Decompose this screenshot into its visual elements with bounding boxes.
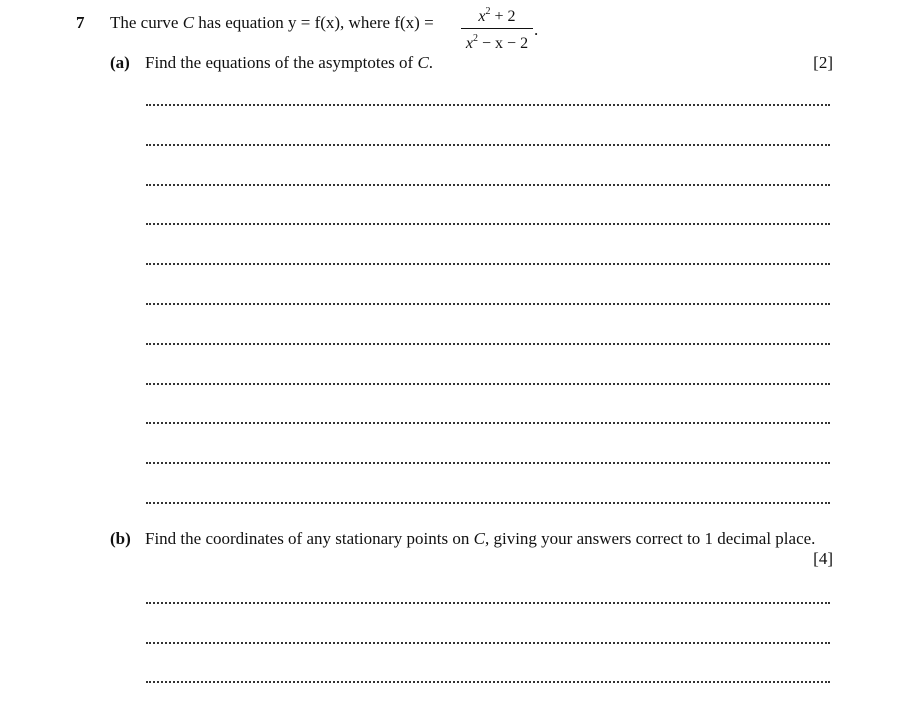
part-b-marks: [4]: [813, 549, 833, 568]
part-a-answer-line[interactable]: [146, 303, 830, 305]
part-b-curve-name: C: [473, 529, 485, 548]
part-a-answer-line[interactable]: [146, 343, 830, 345]
part-b-answer-line[interactable]: [146, 642, 830, 644]
part-a-curve-name: C: [417, 53, 429, 72]
question-stem: [110, 13, 434, 33]
question-number: 7: [76, 13, 85, 32]
function-fraction: [461, 2, 533, 54]
stem-end-punctuation: .: [534, 20, 539, 39]
part-a-answer-line[interactable]: [146, 104, 830, 106]
part-b-answer-line[interactable]: [146, 681, 830, 683]
part-b-suffix: , giving your answers correct to 1 decimal place.: [484, 529, 816, 548]
part-b-prefix: Find the coordinates of any stationary points on: [145, 529, 474, 548]
part-a-suffix: .: [428, 53, 434, 72]
part-a-text: [145, 53, 433, 73]
numerator-exponent: 2: [485, 6, 491, 17]
part-a-answer-line[interactable]: [146, 502, 830, 504]
part-a-answer-line[interactable]: [146, 223, 830, 225]
denominator-variable: x: [465, 35, 474, 52]
part-a-prefix: Find the equations of the asymptotes of: [145, 53, 418, 72]
part-a-marks: [2]: [813, 53, 833, 72]
denominator-exponent: 2: [473, 33, 479, 44]
part-a-answer-line[interactable]: [146, 263, 830, 265]
part-a-label: (a): [110, 53, 130, 72]
part-a-answer-line[interactable]: [146, 422, 830, 424]
stem-middle: has equation: [194, 13, 288, 32]
denominator-rest: − x − 2: [478, 35, 529, 52]
part-a-answer-line[interactable]: [146, 184, 830, 186]
stem-prefix: The curve: [110, 13, 183, 32]
fraction-denominator: [461, 29, 533, 54]
numerator-variable: x: [478, 8, 486, 25]
numerator-rest: + 2: [490, 8, 516, 25]
equation-text: y = f(x), where f(x) =: [287, 13, 434, 32]
curve-name: C: [182, 13, 195, 32]
part-a-answer-line[interactable]: [146, 144, 830, 146]
fraction-numerator: [461, 2, 533, 29]
part-b-label: (b): [110, 529, 131, 548]
part-a-answer-line[interactable]: [146, 462, 830, 464]
part-a-answer-line[interactable]: [146, 383, 830, 385]
part-b-answer-line[interactable]: [146, 602, 830, 604]
part-b-text: [145, 529, 815, 549]
